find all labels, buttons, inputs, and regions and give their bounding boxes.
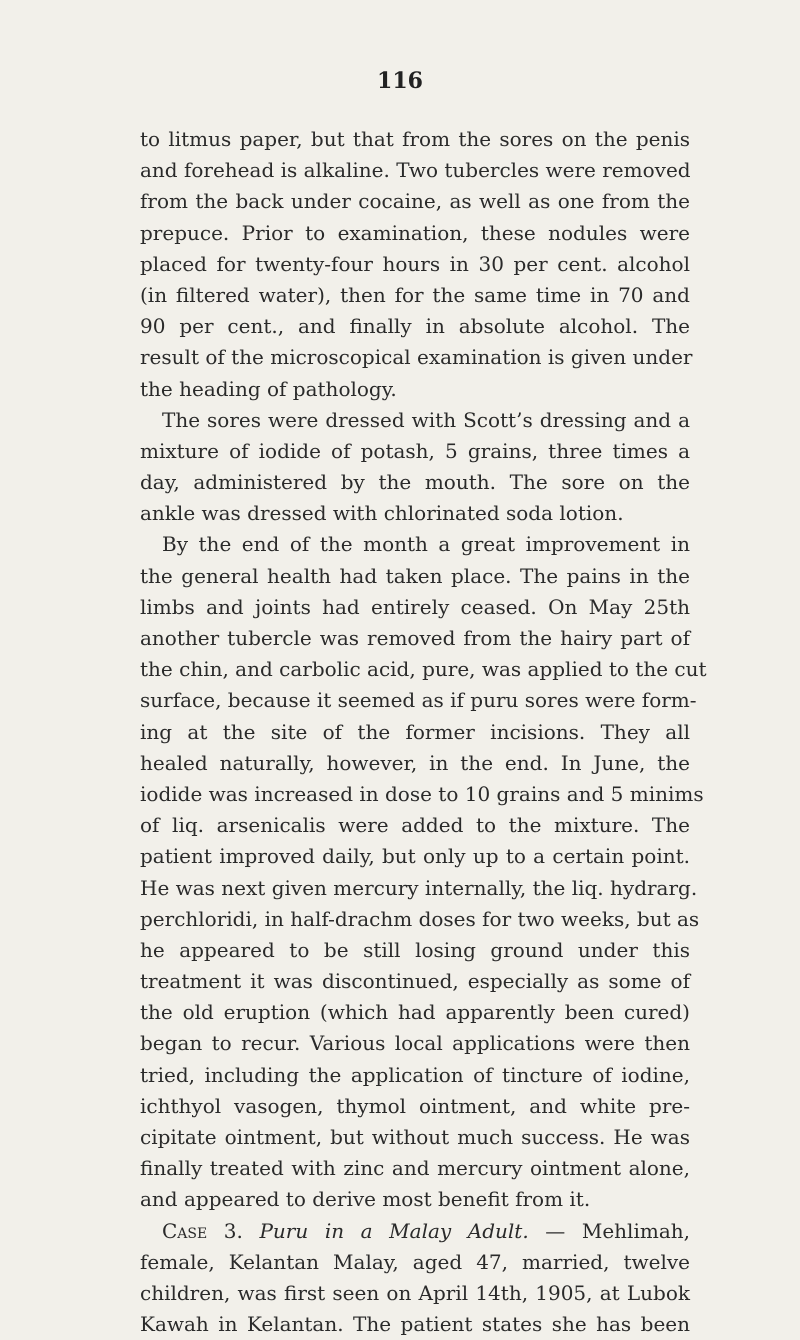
text-line: ichthyol vasogen, thymol ointment, and white pre-	[140, 1093, 690, 1118]
text-line: By the end of the month a great improvement in	[162, 532, 690, 557]
text-line: perchloridi, in half-drachm doses for two weeks, but as	[140, 906, 700, 931]
text-line: began to recur. Various local applications were then	[140, 1031, 690, 1056]
text-line: to litmus paper, but that from the sores on the penis	[140, 127, 690, 151]
page-number: 116	[377, 68, 423, 94]
text-line: he appeared to be still losing ground under this	[140, 937, 690, 962]
text-line: cipitate ointment, but without much success. He was	[140, 1125, 690, 1149]
text-line: the old eruption (which had apparently been cured)	[140, 1000, 690, 1025]
text-line: mixture of iodide of potash, 5 grains, three times a	[140, 438, 690, 463]
text-line: children, was first seen on April 14th, 1905, at Lubok	[140, 1280, 690, 1305]
text-line: female, Kelantan Malay, aged 47, married, twelve	[140, 1249, 690, 1274]
text-line: 90 per cent., and finally in absolute alcohol. The	[140, 314, 690, 339]
text-line: placed for twenty-four hours in 30 per cent. alcohol	[140, 251, 690, 276]
case-heading-line	[140, 1216, 690, 1247]
body-text	[140, 124, 707, 1340]
case-heading-rest: — Mehlimah,	[528, 1218, 690, 1243]
text-line: the heading of pathology.	[140, 376, 397, 401]
text-line: prepuce. Prior to examination, these nodules were	[140, 220, 690, 245]
text-line: the chin, and carbolic acid, pure, was applied to the cut	[140, 657, 707, 682]
text-line: from the back under cocaine, as well as one from the	[140, 189, 690, 214]
text-line: result of the microscopical examination is given under	[140, 345, 693, 370]
text-line: treatment it was discontinued, especially as some of	[140, 969, 690, 994]
case-label: Case 3.	[162, 1218, 243, 1243]
case-title: Puru in a Malay Adult.	[259, 1218, 529, 1243]
text-line: surface, because it seemed as if puru sores were form-	[140, 688, 697, 713]
text-line: and appeared to derive most benefit from it.	[140, 1187, 591, 1212]
text-line: tried, including the application of tincture of iodine,	[140, 1062, 690, 1087]
text-line: finally treated with zinc and mercury ointment alone,	[140, 1156, 690, 1181]
text-line: healed naturally, however, in the end. In June, the	[140, 750, 690, 775]
text-line: and forehead is alkaline. Two tubercles were removed	[140, 158, 691, 183]
text-line: of liq. arsenicalis were added to the mixture. The	[140, 813, 690, 838]
text-line: day, administered by the mouth. The sore on the	[140, 470, 690, 495]
text-line: another tubercle was removed from the hairy part of	[140, 626, 690, 650]
text-line: He was next given mercury internally, the liq. hydrarg.	[140, 875, 698, 900]
text-line: limbs and joints had entirely ceased. On May 25th	[140, 594, 690, 619]
text-line: the general health had taken place. The pains in the	[140, 563, 690, 588]
text-line: ing at the site of the former incisions. They all	[140, 719, 690, 744]
text-line: Kawah in Kelantan. The patient states she has been	[140, 1312, 690, 1337]
text-line: The sores were dressed with Scott’s dressing and a	[162, 407, 690, 432]
text-line: iodide was increased in dose to 10 grains and 5 minims	[140, 781, 704, 806]
text-line: (in filtered water), then for the same time in 70 and	[140, 282, 690, 307]
text-line: ankle was dressed with chlorinated soda lotion.	[140, 501, 624, 526]
text-line: patient improved daily, but only up to a certain point.	[140, 844, 690, 869]
